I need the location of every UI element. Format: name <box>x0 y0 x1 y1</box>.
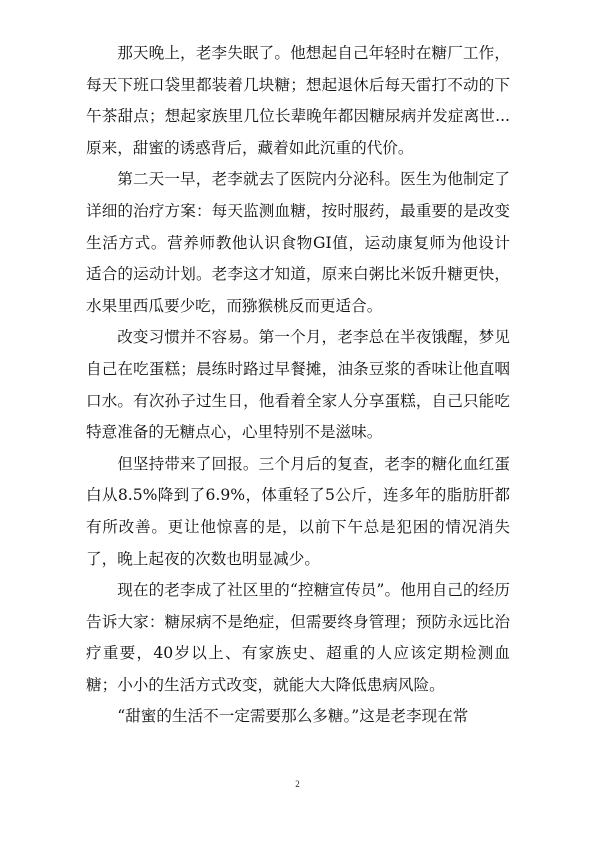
paragraph-2: 第二天一早，老李就去了医院内分泌科。医生为他制定了详细的治疗方案：每天监测血糖，按时服药，最重要的是改变生活方式。营养师教他认识食物GI值，运动康复师为他设计适合的运动计划。老李这才知道，原来白粥比米饭升糖更快，水果里西瓜要少吃，而猕猴桃反而更适合。 <box>86 170 510 315</box>
paragraph-5: 现在的老李成了社区里的“控糖宣传员”。他用自己的经历告诉大家：糖尿病不是绝症，但需要终身管理；预防永远比治疗重要，40岁以上、有家族史、超重的人应该定期检测血糖；小小的生活方式改变，就能大大降低患病风险。 <box>86 581 510 694</box>
page-number: 2 <box>295 779 300 789</box>
body-text <box>86 38 510 733</box>
paragraph-1: 那天晚上，老李失眠了。他想起自己年轻时在糖厂工作，每天下班口袋里都装着几块糖；想起退休后每天雷打不动的下午茶甜点；想起家族里几位长辈晚年都因糖尿病并发症离世...原来，甜蜜的诱惑背后，藏着如此沉重的代价。 <box>86 44 510 157</box>
paragraph-3: 改变习惯并不容易。第一个月，老李总在半夜饿醒，梦见自己在吃蛋糕；晨练时路过早餐摊，油条豆浆的香味让他直咽口水。有次孙子过生日，他看着全家人分享蛋糕，自己只能吃特意准备的无糖点心，心里特别不是滋味。 <box>86 328 510 442</box>
paragraph-6: “甜蜜的生活不一定需要那么多糖。”这是老李现在常 <box>117 707 469 726</box>
paragraph-4: 但坚持带来了回报。三个月后的复查，老李的糖化血红蛋白从8.5%降到了6.9%，体重轻了5公斤，连多年的脂肪肝都有所改善。更让他惊喜的是，以前下午总是犯困的情况消失了，晚上起夜的次数也明显减少。 <box>86 454 510 568</box>
